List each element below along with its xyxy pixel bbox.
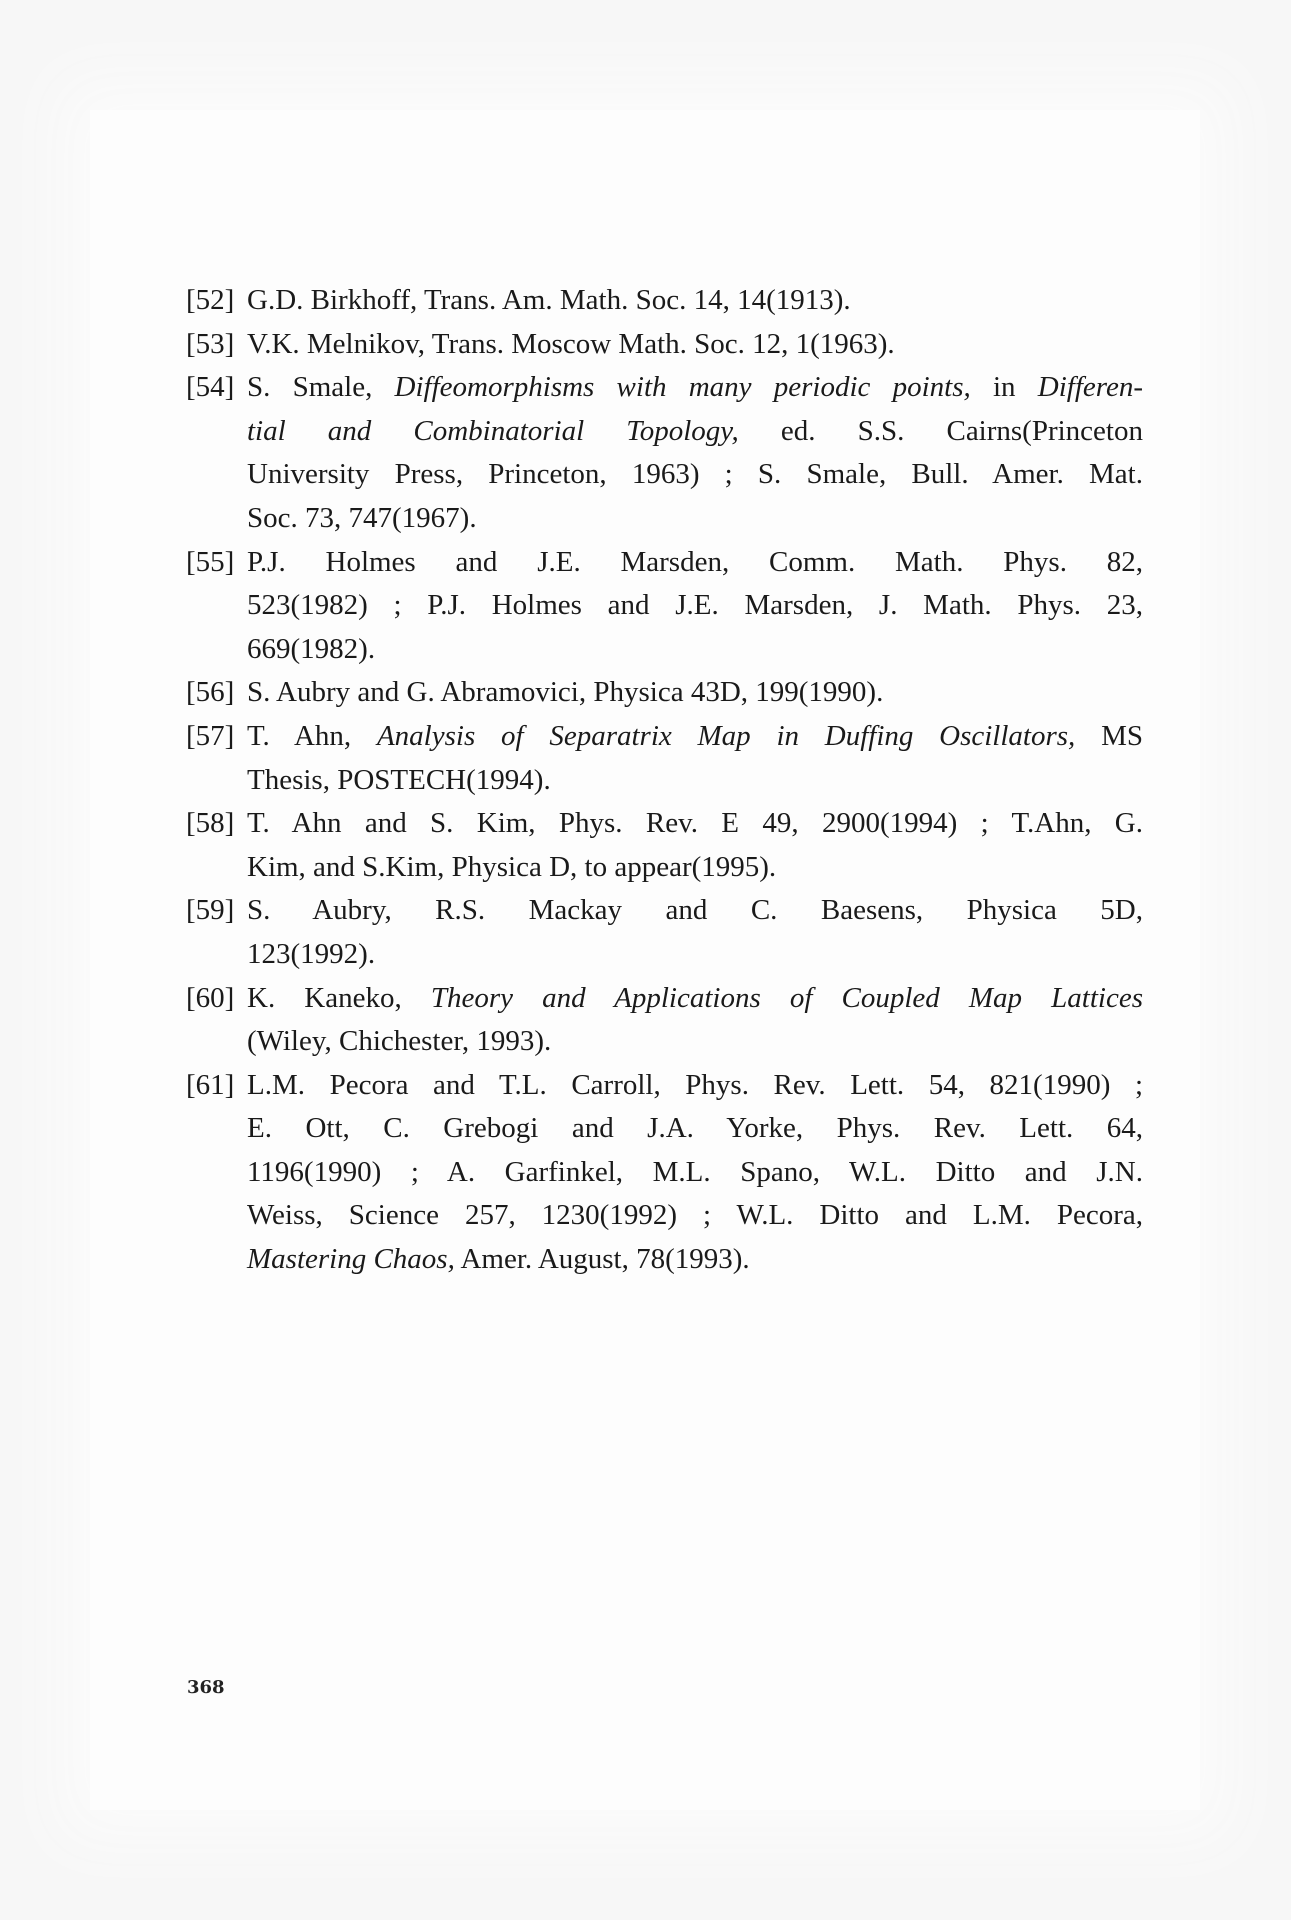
reference-number: [57]: [186, 719, 235, 752]
reference-text: V.K. Melnikov, Trans. Moscow Math. Soc. 12, 1(1963).: [247, 327, 895, 360]
reference-number: [52]: [186, 284, 235, 316]
reference-item: [186, 889, 1143, 976]
reference-line: [186, 715, 1143, 759]
reference-line: [186, 1151, 1143, 1195]
reference-title-italic: Theory and Applications of Coupled Map Lattices: [430, 981, 1143, 1014]
reference-line: [186, 933, 1143, 977]
reference-text: K. Kaneko,: [247, 981, 431, 1014]
reference-number: [60]: [186, 981, 235, 1014]
reference-text: MS: [1075, 719, 1143, 752]
reference-text: ed. S.S. Cairns(Princeton: [738, 414, 1143, 447]
reference-number: [59]: [186, 894, 235, 927]
reference-text: E. Ott, C. Grebogi and J.A. Yorke, Phys. Rev. Lett. 64,: [247, 1112, 1143, 1145]
reference-list: [186, 279, 1143, 1282]
reference-line: [186, 497, 1143, 541]
reference-number: [54]: [186, 371, 235, 404]
reference-line: [186, 1238, 1143, 1282]
reference-title-italic: Analysis of Separatrix Map in Duffing Oscillators,: [376, 719, 1076, 752]
reference-line: [186, 1194, 1143, 1238]
reference-item: [186, 671, 1143, 715]
reference-text: 1196(1990) ; A. Garfinkel, M.L. Spano, W.L. Ditto and J.N.: [247, 1155, 1143, 1188]
reference-item: [186, 1064, 1143, 1282]
reference-line: [186, 453, 1143, 497]
reference-title-italic: Mastering Chaos,: [247, 1243, 455, 1276]
reference-text: S. Aubry, R.S. Mackay and C. Baesens, Physica 5D,: [247, 894, 1143, 927]
reference-line: [186, 279, 1143, 323]
reference-line: [186, 541, 1143, 585]
reference-text: T. Ahn and S. Kim, Phys. Rev. E 49, 2900(1994) ; T.Ahn, G.: [247, 807, 1143, 840]
reference-item: [186, 802, 1143, 889]
reference-title-italic: tial and Combinatorial Topology,: [247, 414, 739, 447]
reference-line: [186, 366, 1143, 410]
reference-text: Weiss, Science 257, 1230(1992) ; W.L. Ditto and L.M. Pecora,: [247, 1199, 1143, 1232]
reference-number: [56]: [186, 676, 235, 709]
reference-item: [186, 977, 1143, 1064]
reference-text: in: [970, 371, 1038, 404]
reference-number: [61]: [186, 1068, 235, 1101]
reference-text: S. Smale,: [247, 371, 395, 404]
reference-number: [55]: [186, 545, 235, 578]
reference-text: P.J. Holmes and J.E. Marsden, Comm. Math. Phys. 82,: [247, 545, 1143, 578]
reference-line: [186, 1107, 1143, 1151]
reference-line: [186, 802, 1143, 846]
reference-text: 669(1982).: [247, 632, 376, 665]
reference-line: [186, 410, 1143, 454]
reference-text: G.D. Birkhoff, Trans. Am. Math. Soc. 14, 14(1913).: [247, 284, 851, 316]
reference-line: [186, 889, 1143, 933]
page-number: 368: [187, 1677, 225, 1698]
reference-text: Amer. August, 78(1993).: [454, 1243, 750, 1276]
reference-line: [186, 846, 1143, 890]
reference-text: (Wiley, Chichester, 1993).: [247, 1025, 552, 1058]
reference-text: Kim, and S.Kim, Physica D, to appear(1995).: [247, 850, 777, 883]
reference-line: [186, 759, 1143, 803]
reference-text: L.M. Pecora and T.L. Carroll, Phys. Rev. Lett. 54, 821(1990) ;: [247, 1068, 1143, 1101]
reference-number: [58]: [186, 807, 235, 840]
reference-line: [186, 323, 1143, 367]
reference-text: S. Aubry and G. Abramovici, Physica 43D, 199(1990).: [247, 676, 884, 709]
reference-item: [186, 323, 1143, 367]
reference-item: [186, 366, 1143, 540]
reference-line: [186, 671, 1143, 715]
reference-item: [186, 715, 1143, 802]
reference-line: [186, 1064, 1143, 1108]
reference-text: 523(1982) ; P.J. Holmes and J.E. Marsden, J. Math. Phys. 23,: [247, 589, 1143, 622]
reference-item: [186, 541, 1143, 672]
reference-text: University Press, Princeton, 1963) ; S. Smale, Bull. Amer. Mat.: [247, 458, 1143, 491]
reference-item: [186, 279, 1143, 323]
reference-line: [186, 584, 1143, 628]
reference-title-italic: Differen-: [1037, 371, 1143, 404]
reference-line: [186, 1020, 1143, 1064]
reference-title-italic: Diffeomorphisms with many periodic points,: [394, 371, 971, 404]
reference-number: [53]: [186, 327, 235, 360]
reference-text: 123(1992).: [247, 937, 376, 970]
reference-line: [186, 977, 1143, 1021]
reference-text: Thesis, POSTECH(1994).: [247, 763, 551, 796]
reference-text: Soc. 73, 747(1967).: [247, 501, 477, 534]
reference-line: [186, 628, 1143, 672]
reference-text: T. Ahn,: [247, 719, 377, 752]
